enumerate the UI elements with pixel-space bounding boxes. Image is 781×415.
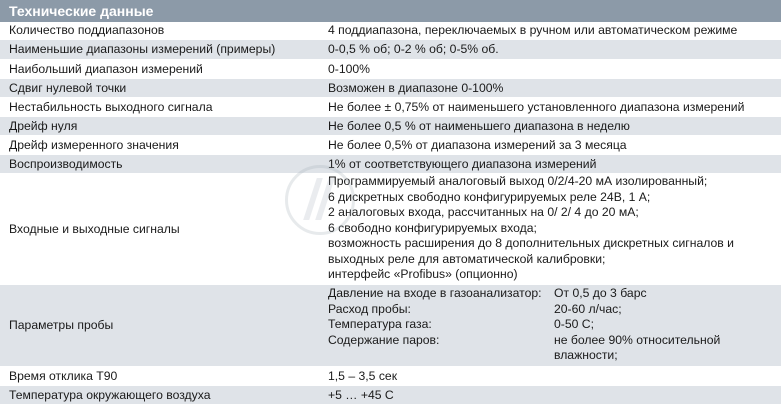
page-title: Технические данные xyxy=(0,0,781,22)
row-label: Количество поддиапазонов xyxy=(0,22,321,39)
row-value: 1,5 – 3,5 сек xyxy=(321,366,781,385)
probe-param-value: влажности; xyxy=(554,348,618,363)
signal-line: 2 аналоговых входа, рассчитанных на 0/ 2/ 4 до 20 мА; xyxy=(328,205,639,220)
table-row xyxy=(0,366,781,385)
probe-param-name: Содержание паров: xyxy=(328,332,440,347)
probe-params xyxy=(321,284,781,366)
probe-param-name: Расход пробы: xyxy=(328,301,411,316)
spec-table xyxy=(0,22,781,405)
row-label: Входные и выходные сигналы xyxy=(0,173,321,284)
row-value: 0-100% xyxy=(321,59,781,78)
row-label: Сдвиг нулевой точки xyxy=(0,78,321,97)
row-label: Наименьшие диапазоны измерений (примеры) xyxy=(0,39,321,59)
table-row xyxy=(0,135,781,154)
probe-param-value: От 0,5 до 3 барс xyxy=(554,286,647,301)
row-label: Нестабильность выходного сигнала xyxy=(0,97,321,116)
signal-line: Программируемый аналоговый выход 0/2/4-20 мА изолированный; xyxy=(328,173,708,188)
table-row xyxy=(0,39,781,59)
table-row xyxy=(0,97,781,116)
probe-param-name: Температура газа: xyxy=(328,317,432,332)
row-label: Время отклика Т90 xyxy=(0,366,321,385)
signals-list xyxy=(321,173,781,284)
signal-line: 6 свободно конфигурируемых входа; xyxy=(328,220,537,235)
table-row xyxy=(0,59,781,78)
signal-line: возможность расширения до 8 дополнительных дискретных сигналов и xyxy=(328,236,734,251)
row-label: Воспроизводимость xyxy=(0,154,321,173)
row-value: 0-0,5 % об; 0-2 % об; 0-5% об. xyxy=(321,39,781,59)
table-row xyxy=(0,116,781,135)
table-row xyxy=(0,22,781,39)
row-label: Дрейф нуля xyxy=(0,116,321,135)
row-value: Не более 0,5 % от наименьшего диапазона в неделю xyxy=(321,116,781,135)
row-value: +5 … +45 С xyxy=(321,385,781,404)
row-label: Дрейф измеренного значения xyxy=(0,135,321,154)
table-row xyxy=(0,173,781,284)
row-value: 1% от соответствующего диапазона измерений xyxy=(321,154,781,173)
row-value: 4 поддиапазона, переключаемых в ручном или автоматическом режиме xyxy=(321,22,781,39)
probe-param-value: 0-50 С; xyxy=(554,317,594,332)
row-value: Не более ± 0,75% от наименьшего установленного диапазона измерений xyxy=(321,97,781,116)
signal-line: 6 дискретных свободно конфигурируемых реле 24В, 1 А; xyxy=(328,189,651,204)
table-row xyxy=(0,284,781,366)
table-row xyxy=(0,154,781,173)
probe-param-value: 20-60 л/час; xyxy=(554,301,622,316)
probe-param-name xyxy=(328,348,554,364)
signal-line: выходных реле для автоматической калибровки; xyxy=(328,251,606,266)
row-label: Наибольший диапазон измерений xyxy=(0,59,321,78)
table-row xyxy=(0,78,781,97)
row-label: Температура окружающего воздуха xyxy=(0,385,321,404)
signal-line: интерфейс «Profibus» (опционно) xyxy=(328,267,518,282)
probe-param-name: Давление на входе в газоанализатор: xyxy=(328,286,542,301)
row-value: Не более 0,5% от диапазона измерений за 3 месяца xyxy=(321,135,781,154)
row-label: Параметры пробы xyxy=(0,284,321,366)
table-row xyxy=(0,385,781,404)
probe-param-value: не более 90% относительной xyxy=(554,332,721,347)
row-value: Возможен в диапазоне 0-100% xyxy=(321,78,781,97)
